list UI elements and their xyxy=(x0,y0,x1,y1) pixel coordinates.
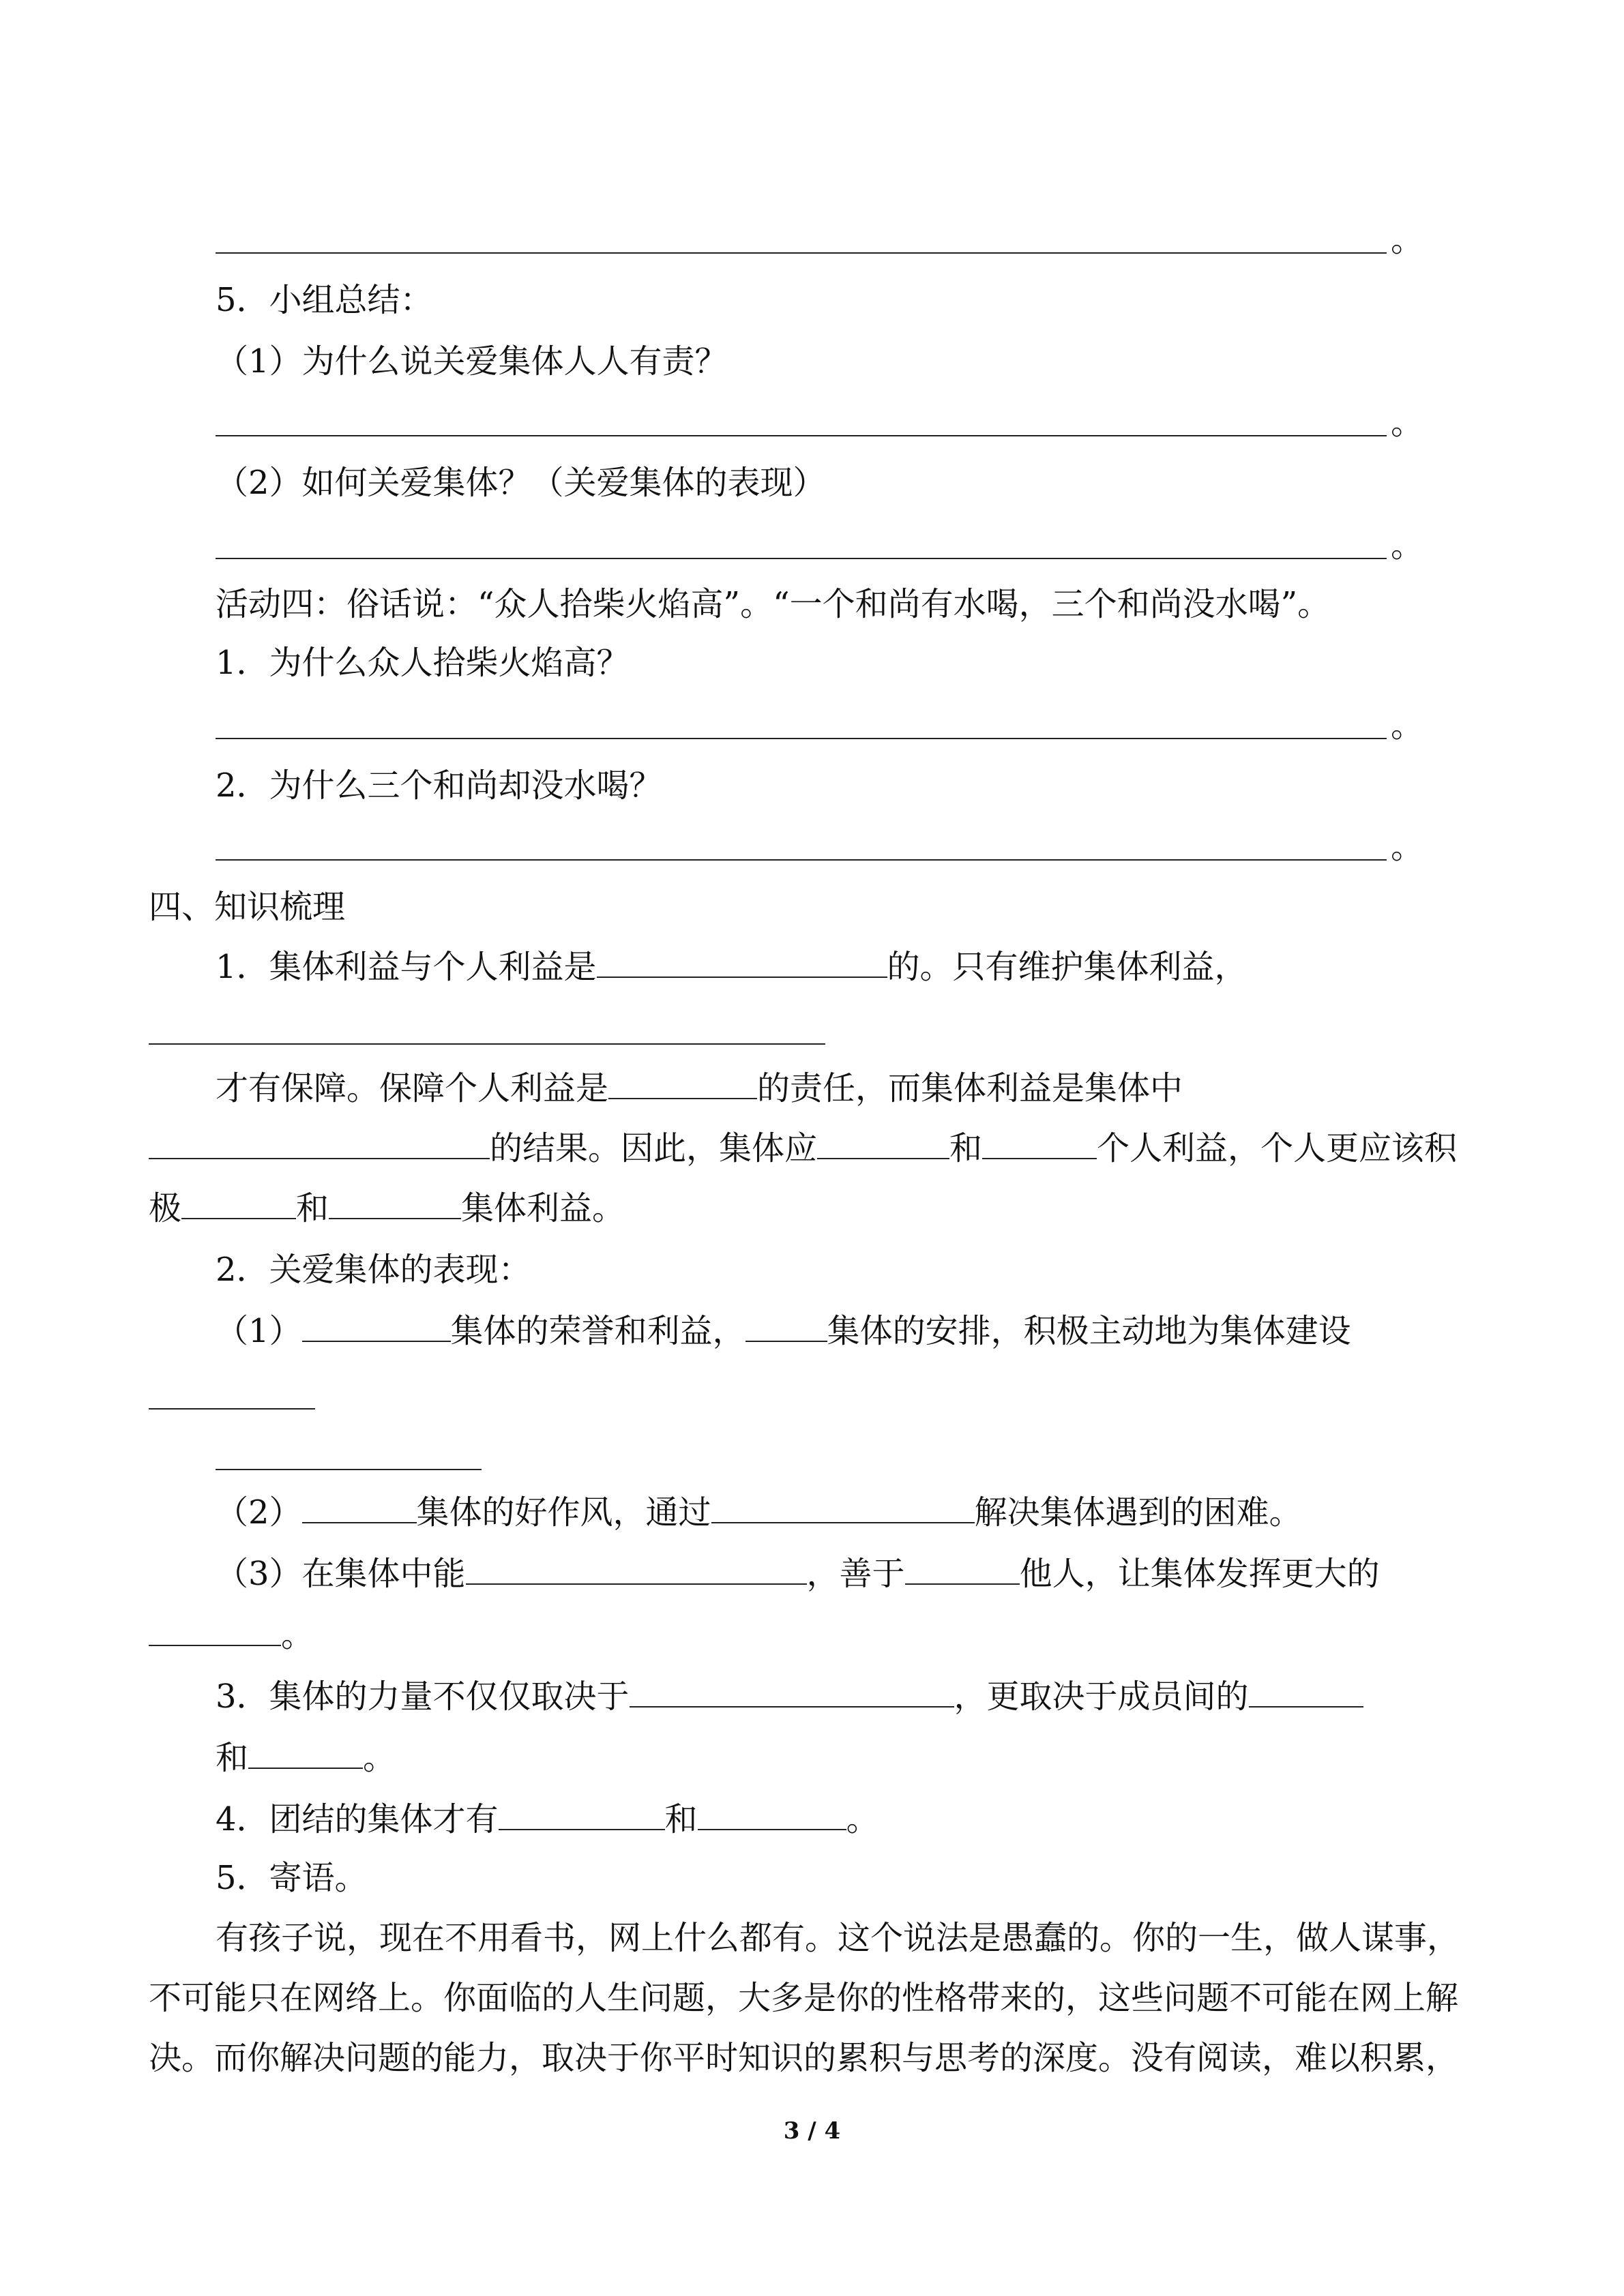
fill-blank[interactable] xyxy=(149,1613,281,1646)
knowledge-item-1-line-3: 的结果。因此，集体应 和 个人利益，个人更应该积 xyxy=(0,1127,1457,1167)
knowledge-item-1-line-1: 1．集体利益与个人利益是 的。只有维护集体利益， xyxy=(0,945,1247,986)
fill-blank[interactable] xyxy=(982,1127,1097,1159)
message-paragraph-line-1: 有孩子说，现在不用看书，网上什么都有。这个说法是愚蠢的。你的一生，做人谋事， xyxy=(216,1919,1460,1957)
knowledge-item-2-line-2: （2） 集体的好作风，通过 解决集体遇到的困难。 xyxy=(0,1491,1302,1532)
fill-blank[interactable] xyxy=(905,1552,1020,1585)
knowledge-item-5-title: 5．寄语。 xyxy=(216,1859,368,1897)
fill-blank[interactable] xyxy=(466,1552,807,1585)
fill-blank[interactable] xyxy=(149,1043,825,1045)
answer-line[interactable]: 。 xyxy=(216,220,1387,260)
knowledge-item-2-title: 2．关爱集体的表现： xyxy=(216,1251,531,1289)
knowledge-item-2-line-1: （1） 集体的荣誉和利益， 集体的安排，积极主动地为集体建设 xyxy=(0,1309,1351,1350)
fill-blank[interactable] xyxy=(597,945,887,978)
knowledge-item-2-line-4: 。 xyxy=(0,1613,314,1654)
fill-blank[interactable] xyxy=(181,1187,296,1219)
fill-blank[interactable] xyxy=(499,1798,665,1830)
knowledge-item-2-line-3: （3）在集体中能 ，善于 他人，让集体发挥更大的 xyxy=(0,1552,1380,1593)
fill-blank[interactable] xyxy=(698,1798,846,1830)
fill-blank[interactable] xyxy=(302,1491,417,1523)
message-paragraph-line-2: 不可能只在网络上。你面临的人生问题，大多是你的性格带来的，这些问题不可能在网上解 xyxy=(149,1979,1459,2017)
question-5-sub-1: （1）为什么说关爱集体人人有责？ xyxy=(216,342,728,381)
answer-line[interactable]: 。 xyxy=(216,525,1387,566)
fill-blank[interactable] xyxy=(302,1309,451,1342)
message-paragraph-line-3: 决。而你解决问题的能力，取决于你平时知识的累积与思考的深度。没有阅读，难以积累， xyxy=(149,2039,1459,2077)
fill-blank[interactable] xyxy=(1249,1675,1363,1708)
fill-blank[interactable] xyxy=(216,1469,482,1470)
section-heading: 四、知识梳理 xyxy=(149,888,346,926)
knowledge-item-3-line-2: 和 。 xyxy=(0,1736,396,1777)
fill-blank[interactable] xyxy=(817,1127,949,1159)
fill-blank[interactable] xyxy=(711,1491,975,1523)
knowledge-item-4: 4．团结的集体才有 和 。 xyxy=(0,1798,879,1838)
fill-blank[interactable] xyxy=(329,1187,461,1219)
knowledge-item-1-line-2: 才有保障。保障个人利益是 的责任，而集体利益是集体中 xyxy=(0,1067,1183,1107)
activity-4-title: 活动四：俗话说：“众人拾柴火焰高”。“一个和尚有水喝，三个和尚没水喝”。 xyxy=(216,585,1331,623)
fill-blank[interactable] xyxy=(630,1675,954,1708)
answer-line[interactable]: 。 xyxy=(216,826,1387,867)
activity-4-question-1: 1．为什么众人拾柴火焰高？ xyxy=(216,644,630,682)
page-number: 3 / 4 xyxy=(783,2117,841,2145)
fill-blank[interactable] xyxy=(248,1736,363,1769)
activity-4-question-2: 2．为什么三个和尚却没水喝？ xyxy=(216,766,662,805)
answer-line[interactable]: 。 xyxy=(216,705,1387,746)
knowledge-item-1-line-4: 极 和 集体利益。 xyxy=(0,1187,625,1227)
knowledge-item-3-line-1: 3．集体的力量不仅仅取决于 ，更取决于成员间的 xyxy=(0,1675,1363,1716)
fill-blank[interactable] xyxy=(149,1408,315,1410)
answer-line[interactable]: 。 xyxy=(216,402,1387,443)
fill-blank[interactable] xyxy=(149,1127,490,1159)
question-5-sub-2: （2）如何关爱集体？（关爱集体的表现） xyxy=(216,464,826,502)
question-5-title: 5．小组总结： xyxy=(216,281,433,319)
fill-blank[interactable] xyxy=(745,1309,827,1342)
fill-blank[interactable] xyxy=(608,1067,757,1099)
